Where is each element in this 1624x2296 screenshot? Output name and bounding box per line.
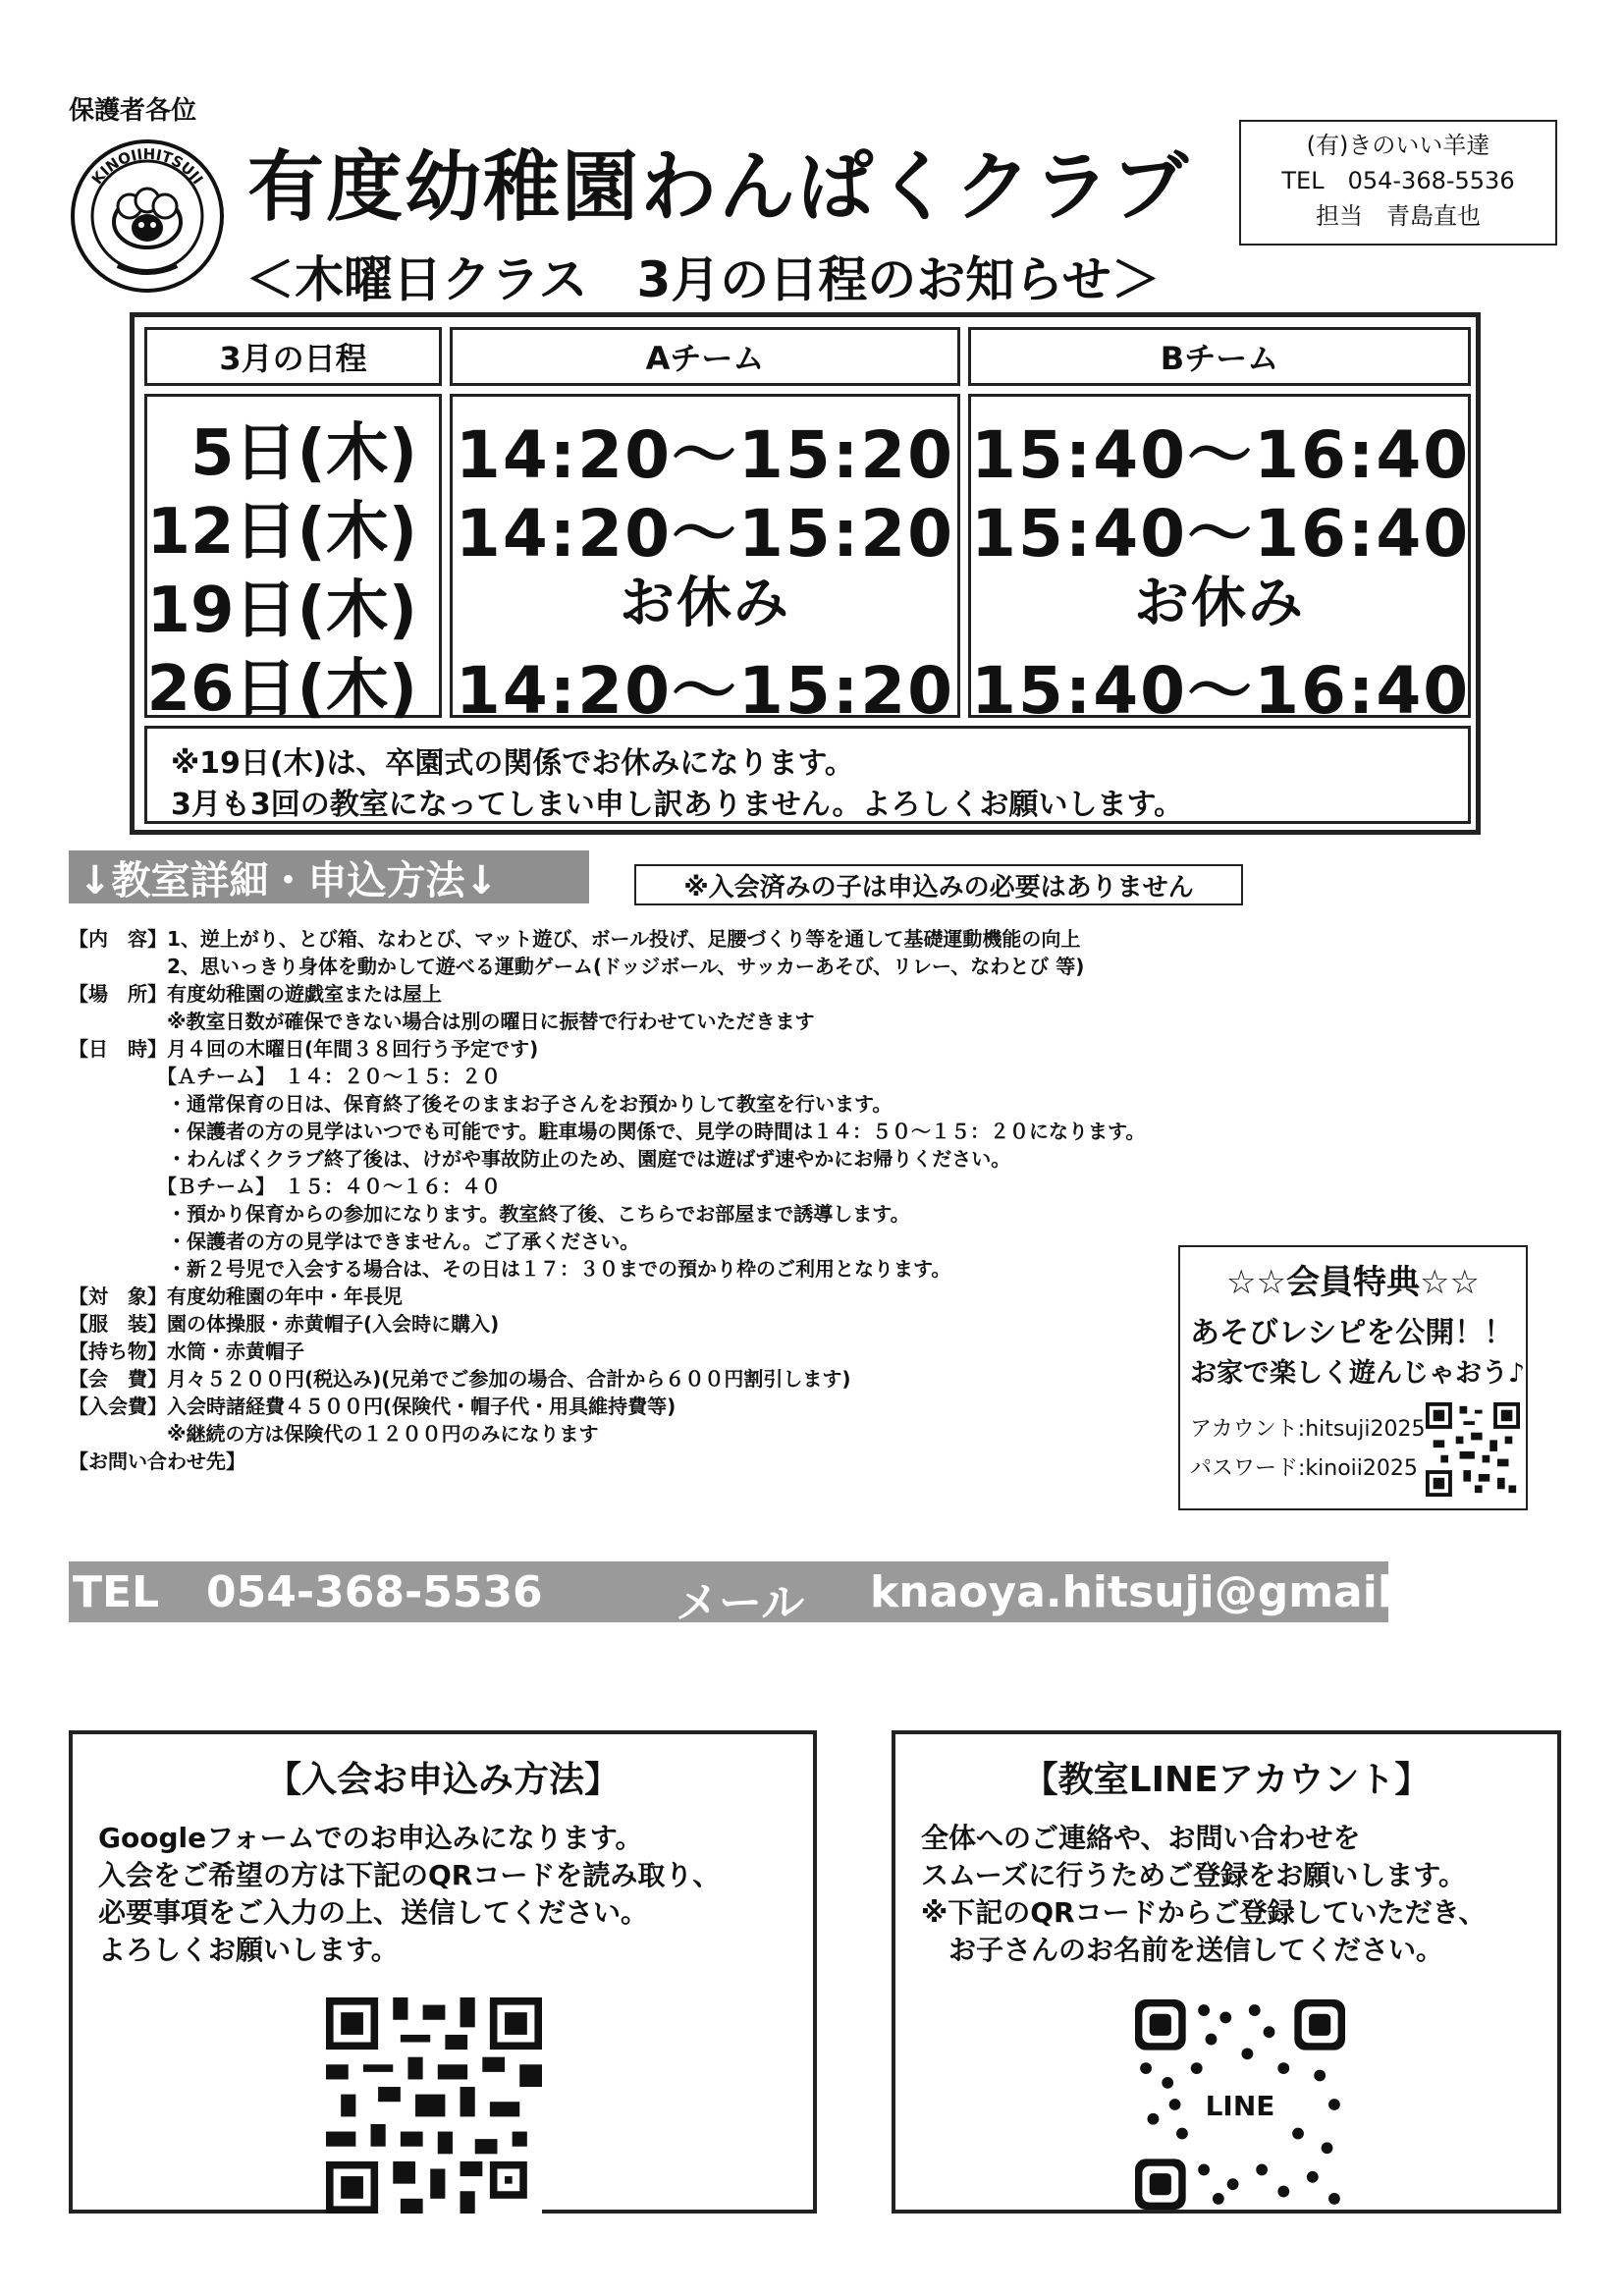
detail-line: 【Ｂチーム】 １５：４０～１６：４０ xyxy=(69,1175,501,1198)
time-cell-b: お休み xyxy=(1134,572,1305,635)
org-person: 担当 青島直也 xyxy=(1316,202,1481,230)
member-benefits-box xyxy=(1178,1245,1528,1510)
line-title: 【教室LINEアカウント】 xyxy=(1022,1760,1431,1800)
detail-line: 2、思いっきり身体を動かして遊べる運動ゲーム(ドッジボール、サッカーあそび、リレー、なわとび 等) xyxy=(69,955,1085,978)
line-text: ※下記のQRコードからご登録していただき、 xyxy=(921,1896,1487,1929)
detail-line: ・新２号児で入会する場合は、その日は１７：３０までの預かり枠のご利用となります。 xyxy=(69,1257,951,1281)
line-text: スムーズに行うためご登録をお願いします。 xyxy=(921,1859,1466,1891)
detail-line: 【会 費】月々５２００円(税込み)(兄弟でご参加の場合、合計から６００円割引します) xyxy=(69,1367,851,1391)
apply-title: 【入会お申込み方法】 xyxy=(265,1760,620,1800)
company-logo xyxy=(69,137,226,295)
team-a-column xyxy=(450,394,960,729)
detail-line: ・預かり保育からの参加になります。教室終了後、こちらでお部屋まで誘導します。 xyxy=(69,1202,910,1226)
schedule-table xyxy=(130,312,1481,835)
member-line-2: お家で楽しく遊んじゃおう♪ xyxy=(1190,1358,1526,1389)
page-subtitle: ＜木曜日クラス 3月の日程のお知らせ＞ xyxy=(245,251,1161,308)
line-text: お子さんのお名前を送信してください。 xyxy=(921,1934,1444,1966)
team-b-column xyxy=(968,394,1471,729)
apply-line: よろしくお願いします。 xyxy=(98,1934,399,1966)
header-date: 3月の日程 xyxy=(144,327,442,386)
addressee: 保護者各位 xyxy=(69,96,197,126)
time-cell-b: 15:40～16:40 xyxy=(971,496,1471,572)
member-account: アカウント:hitsuji2025 xyxy=(1190,1417,1426,1442)
contact-tel-label: TEL xyxy=(73,1567,160,1617)
line-qr-label: LINE xyxy=(1205,2090,1275,2122)
detail-line: ※教室日数が確保できない場合は別の曜日に振替で行わせていただきます xyxy=(69,1010,815,1033)
note-line-1: ※19日(木)は、卒園式の関係でお休みになります。 xyxy=(171,746,854,781)
time-cell-a: お休み xyxy=(620,572,790,635)
contact-mail[interactable]: knaoya.hitsuji@gmail.com xyxy=(870,1567,1509,1617)
detail-line: ・保護者の方の見学はできません。ご了承ください。 xyxy=(69,1230,640,1253)
member-line-1: あそびレシピを公開！！ xyxy=(1190,1316,1514,1350)
org-tel: TEL 054-368-5536 xyxy=(1281,167,1515,194)
detail-line: 【服 装】園の体操服・赤黄帽子(入会時に購入) xyxy=(69,1312,500,1336)
date-cell: 5日(木) xyxy=(189,417,417,490)
detail-line: 【お問い合わせ先】 xyxy=(69,1449,245,1473)
detail-line: ・通常保育の日は、保育終了後そのままお子さんをお預かりして教室を行います。 xyxy=(69,1092,893,1116)
contact-bar xyxy=(69,1561,1509,1628)
detail-line: ・わんぱくクラブ終了後は、けがや事故防止のため、園庭では遊ばず速やかにお帰りください。 xyxy=(69,1147,1011,1171)
time-cell-a: 14:20～15:20 xyxy=(455,417,955,493)
contact-mail-label: メール xyxy=(676,1578,805,1628)
apply-qr-code[interactable] xyxy=(326,1997,542,2214)
detail-line: 【内 容】1、逆上がり、とび箱、なわとび、マット遊び、ボール投げ、足腰づくり等を通して基礎運動機能の向上 xyxy=(69,927,1081,951)
detail-line: 【日 時】月４回の木曜日(年間３８回行う予定です) xyxy=(69,1037,539,1061)
apply-box xyxy=(69,1730,817,2214)
page-title: 有度幼稚園わんぱくクラブ xyxy=(247,143,1191,232)
detail-line: 【対 象】有度幼稚園の年中・年長児 xyxy=(69,1285,403,1308)
details-banner: ↓教室詳細・申込方法↓ xyxy=(69,850,589,903)
time-cell-a: 14:20～15:20 xyxy=(455,496,955,572)
time-cell-b: 15:40～16:40 xyxy=(971,417,1471,493)
detail-line: 【Ａチーム】 １４：２０～１５：２０ xyxy=(69,1065,501,1088)
header-team-b: Bチーム xyxy=(968,327,1471,386)
apply-line: 入会をご希望の方は下記のQRコードを読み取り、 xyxy=(98,1859,721,1891)
member-qr-code[interactable] xyxy=(1426,1402,1520,1497)
detail-line: 【持ち物】水筒・赤黄帽子 xyxy=(69,1339,304,1363)
date-column xyxy=(144,394,442,726)
member-title: ☆☆会員特典☆☆ xyxy=(1226,1263,1480,1302)
date-cell: 12日(木) xyxy=(146,496,417,569)
detail-line: ※継続の方は保険代の１２００円のみになります xyxy=(69,1422,599,1446)
apply-line: 必要事項をご入力の上、送信してください。 xyxy=(98,1896,649,1929)
note-line-2: 3月も3回の教室になってしまい申し訳ありません。よろしくお願いします。 xyxy=(171,788,1184,822)
detail-line: 【入会費】入会時諸経費４５００円(保険代・帽子代・用具維持費等) xyxy=(69,1394,677,1418)
schedule-note xyxy=(144,726,1471,824)
date-cell: 19日(木) xyxy=(146,574,417,647)
logo-text: KINOIIHITSUJI xyxy=(87,144,207,189)
organization-box xyxy=(1239,120,1557,246)
time-cell-a: 14:20～15:20 xyxy=(455,653,955,729)
apply-line: Googleフォームでのお申込みになります。 xyxy=(98,1822,643,1854)
member-password: パスワード:kinoii2025 xyxy=(1190,1456,1418,1481)
line-account-box xyxy=(892,1730,1561,2214)
line-qr-code[interactable] xyxy=(1135,1999,1345,2210)
detail-line: ・保護者の方の見学はいつでも可能です。駐車場の関係で、見学の時間は１４：５０～１５：２０になります。 xyxy=(69,1120,1146,1143)
line-text: 全体へのご連絡や、お問い合わせを xyxy=(921,1822,1361,1854)
contact-tel[interactable]: 054-368-5536 xyxy=(206,1567,543,1617)
org-name: (有)きのいい羊達 xyxy=(1306,132,1490,159)
detail-line: 【場 所】有度幼稚園の遊戯室または屋上 xyxy=(69,982,442,1006)
time-cell-b: 15:40～16:40 xyxy=(971,653,1471,729)
header-team-a: Aチーム xyxy=(450,327,960,386)
date-cell: 26日(木) xyxy=(146,653,417,726)
notice-box: ※入会済みの子は申込みの必要はありません xyxy=(634,864,1243,905)
